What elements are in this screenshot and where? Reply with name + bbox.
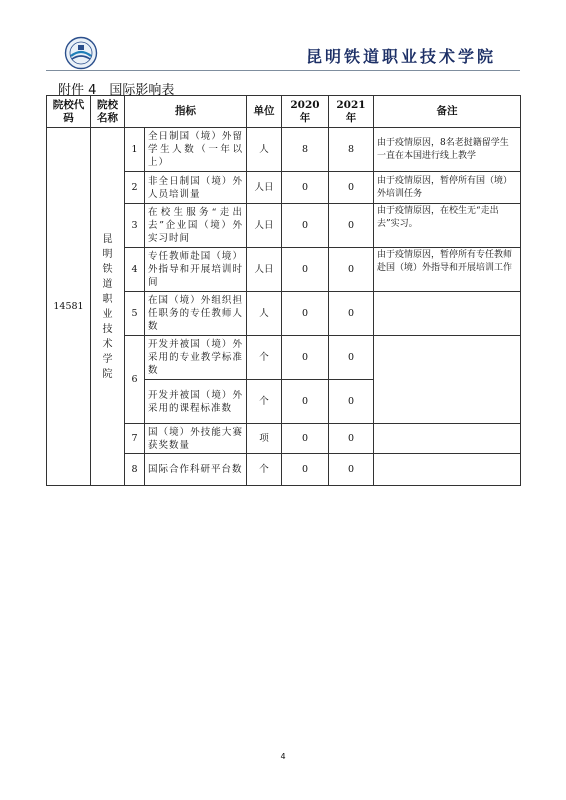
header-school-code: 院校代码: [47, 96, 91, 128]
unit-cell: 项: [247, 424, 282, 454]
value-2020-cell: 0: [282, 172, 329, 204]
indicator-cell: 全日制国（境）外留学生人数（一年以上）: [145, 128, 247, 172]
value-2020-cell: 0: [282, 248, 329, 292]
value-2020-cell: 0: [282, 204, 329, 248]
unit-cell: 人日: [247, 204, 282, 248]
value-2021-cell: 0: [329, 454, 374, 486]
row-number: 7: [125, 424, 145, 454]
school-code-cell: 14581: [47, 128, 91, 486]
unit-cell: 个: [247, 380, 282, 424]
unit-cell: 人: [247, 128, 282, 172]
note-cell: [374, 454, 521, 486]
header-2021: 2021 年: [329, 96, 374, 128]
header-note: 备注: [374, 96, 521, 128]
note-cell: [374, 424, 521, 454]
value-2020-cell: 0: [282, 424, 329, 454]
note-cell: 由于疫情原因，暂停所有国（境）外培训任务: [374, 172, 521, 204]
value-2021-cell: 0: [329, 204, 374, 248]
row-number: 3: [125, 204, 145, 248]
value-2020-cell: 0: [282, 292, 329, 336]
header-indicator: 指标: [125, 96, 247, 128]
header-2020: 2020 年: [282, 96, 329, 128]
table-row: [47, 128, 521, 172]
row-number: 8: [125, 454, 145, 486]
indicator-cell: 专任教师赴国（境）外指导和开展培训时间: [145, 248, 247, 292]
header-divider: [46, 70, 520, 71]
school-name-cell: 昆明铁道职业技术学院: [91, 128, 125, 486]
value-2020-cell: 0: [282, 380, 329, 424]
note-cell: 由于疫情原因，8名老挝籍留学生一直在本国进行线上教学: [374, 128, 521, 172]
indicator-cell: 在校生服务“走出去”企业国（境）外实习时间: [145, 204, 247, 248]
unit-cell: 个: [247, 454, 282, 486]
indicator-cell: 国际合作科研平台数: [145, 454, 247, 486]
row-number: 5: [125, 292, 145, 336]
indicator-cell: 开发并被国（境）外采用的课程标准数: [145, 380, 247, 424]
note-cell: 由于疫情原因，在校生无“走出去”实习。: [374, 204, 521, 248]
indicator-cell: 非全日制国（境）外人员培训量: [145, 172, 247, 204]
international-influence-table: [46, 95, 521, 486]
header-school-name: 院校名称: [91, 96, 125, 128]
value-2021-cell: 8: [329, 128, 374, 172]
indicator-cell: 国（境）外技能大赛获奖数量: [145, 424, 247, 454]
indicator-cell: 开发并被国（境）外采用的专业教学标准数: [145, 336, 247, 380]
table-caption: 附件 4 国际影响表: [58, 83, 175, 98]
value-2021-cell: 0: [329, 172, 374, 204]
school-logo-icon: [64, 36, 98, 70]
row-number: 4: [125, 248, 145, 292]
row-number: 2: [125, 172, 145, 204]
unit-cell: 个: [247, 336, 282, 380]
unit-cell: 人日: [247, 172, 282, 204]
note-cell: [374, 336, 521, 424]
row-number: 6: [125, 336, 145, 424]
indicator-cell: 在国（境）外组织担任职务的专任教师人数: [145, 292, 247, 336]
value-2021-cell: 0: [329, 292, 374, 336]
table-header-row: [47, 96, 521, 128]
value-2021-cell: 0: [329, 336, 374, 380]
unit-cell: 人: [247, 292, 282, 336]
value-2020-cell: 0: [282, 454, 329, 486]
page-number: 4: [280, 752, 286, 761]
page-header: [46, 36, 520, 74]
value-2020-cell: 0: [282, 336, 329, 380]
school-name-banner: 昆明铁道职业技术学院: [305, 47, 496, 66]
value-2021-cell: 0: [329, 424, 374, 454]
row-number: 1: [125, 128, 145, 172]
value-2020-cell: 8: [282, 128, 329, 172]
note-cell: 由于疫情原因，暂停所有专任教师赴国（境）外指导和开展培训工作: [374, 248, 521, 292]
unit-cell: 人日: [247, 248, 282, 292]
value-2021-cell: 0: [329, 248, 374, 292]
note-cell: [374, 292, 521, 336]
value-2021-cell: 0: [329, 380, 374, 424]
header-unit: 单位: [247, 96, 282, 128]
